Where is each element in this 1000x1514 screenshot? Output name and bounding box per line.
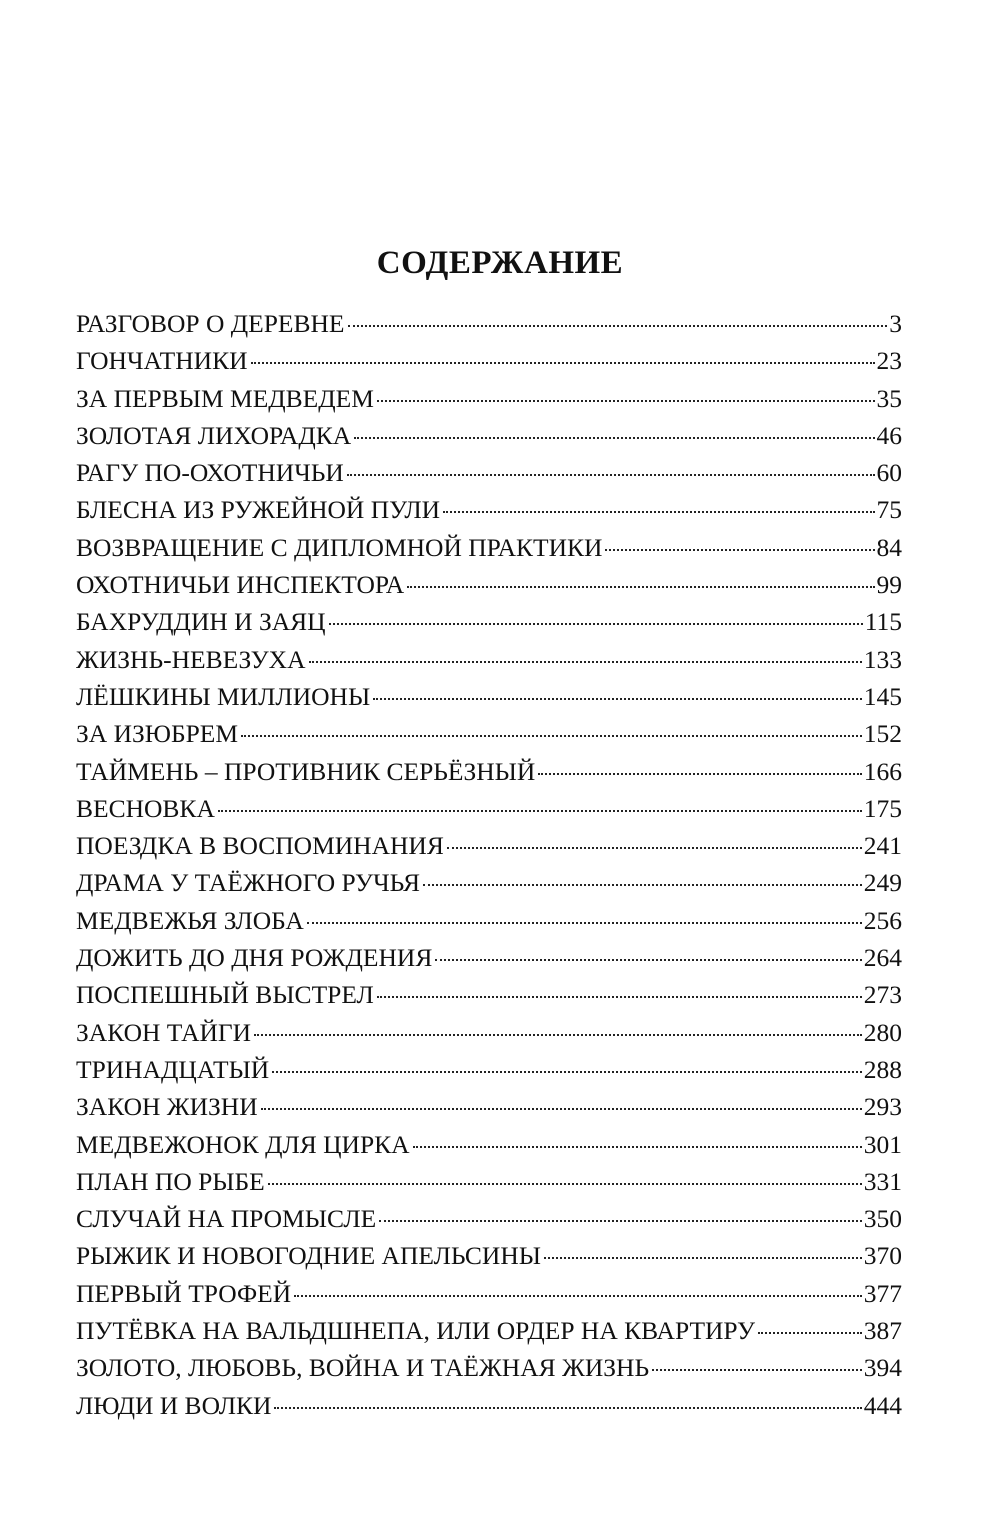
toc-entry-title: ТРИНАДЦАТЫЙ — [76, 1054, 270, 1084]
dot-leader — [544, 1257, 862, 1259]
toc-entry-title: МЕДВЕЖОНОК ДЛЯ ЦИРКА — [76, 1129, 410, 1159]
dot-leader — [413, 1146, 862, 1148]
toc-entry-title: БАХРУДДИН И ЗАЯЦ — [76, 607, 326, 637]
toc-entry-title: ОХОТНИЧЬИ ИНСПЕКТОРА — [76, 570, 405, 600]
toc-entry-page-number: 387 — [863, 1316, 902, 1346]
dot-leader — [443, 511, 874, 513]
dot-leader — [605, 549, 874, 551]
dot-leader — [347, 474, 875, 476]
toc-entry-page-number: 280 — [863, 1017, 902, 1047]
toc-entry — [76, 417, 902, 454]
toc-entry — [76, 1051, 902, 1088]
toc-entry-title: РАГУ ПО-ОХОТНИЧЬИ — [76, 458, 344, 488]
toc-entry-title: ПОСПЕШНЫЙ ВЫСТРЕЛ — [76, 980, 374, 1010]
dot-leader — [272, 1071, 862, 1073]
toc-entry — [76, 1387, 902, 1424]
toc-entry-page-number: 166 — [863, 756, 902, 786]
toc-entry-page-number: 444 — [863, 1390, 902, 1420]
toc-entry-title: РАЗГОВОР О ДЕРЕВНЕ — [76, 309, 345, 338]
toc-entry-title: РЫЖИК И НОВОГОДНИЕ АПЕЛЬСИНЫ — [76, 1241, 541, 1271]
toc-entry-title: ПОЕЗДКА В ВОСПОМИНАНИЯ — [76, 831, 444, 861]
toc-entry — [76, 1312, 902, 1349]
toc-entry-page-number: 3 — [889, 309, 902, 338]
dot-leader — [307, 922, 862, 924]
toc-entry — [76, 491, 902, 528]
toc-entry — [76, 1014, 902, 1051]
toc-entry — [76, 790, 902, 827]
toc-entry-page-number: 115 — [864, 607, 902, 637]
toc-entry-title: ЛЁШКИНЫ МИЛЛИОНЫ — [76, 681, 371, 711]
toc-entry-page-number: 46 — [876, 420, 902, 450]
toc-entry-page-number: 394 — [863, 1353, 902, 1383]
toc-entry-page-number: 84 — [876, 532, 902, 562]
toc-entry-title: ГОНЧАТНИКИ — [76, 346, 248, 376]
toc-entry — [76, 1126, 902, 1163]
toc-entry-page-number: 23 — [876, 346, 902, 376]
toc-entry — [76, 1088, 902, 1125]
dot-leader — [251, 362, 875, 364]
dot-leader — [652, 1369, 862, 1371]
page-title: СОДЕРЖАНИЕ — [376, 245, 624, 282]
toc-entry-page-number: 331 — [863, 1166, 902, 1196]
toc-entry-title: ЗОЛОТАЯ ЛИХОРАДКА — [76, 420, 352, 450]
toc-entry-page-number: 350 — [863, 1204, 902, 1234]
toc-entry-title: ПУТЁВКА НА ВАЛЬДШНЕПА, ИЛИ ОРДЕР НА КВАРТИРУ — [76, 1316, 756, 1346]
toc-entry-page-number: 133 — [863, 644, 902, 674]
dot-leader — [268, 1183, 862, 1185]
toc-entry — [76, 1275, 902, 1312]
toc-entry — [76, 380, 902, 417]
toc-entry-title: ВЕСНОВКА — [76, 793, 215, 823]
toc-entry-page-number: 293 — [863, 1092, 902, 1122]
dot-leader — [254, 1034, 862, 1036]
toc-entry-page-number: 35 — [876, 383, 902, 413]
dot-leader — [294, 1295, 862, 1297]
dot-leader — [435, 959, 861, 961]
toc-entry-page-number: 370 — [863, 1241, 902, 1271]
toc-entry-page-number: 377 — [863, 1278, 902, 1308]
toc-entry-page-number: 241 — [863, 831, 902, 861]
toc-entry-title: ЖИЗНЬ-НЕВЕЗУХА — [76, 644, 306, 674]
toc-entry — [76, 976, 902, 1013]
dot-leader — [423, 884, 862, 886]
toc-entry-title: ЗА ПЕРВЫМ МЕДВЕДЕМ — [76, 383, 374, 413]
toc-entry — [76, 1200, 902, 1237]
toc-entry — [76, 753, 902, 790]
toc-entry-title: ПЛАН ПО РЫБЕ — [76, 1166, 265, 1196]
dot-leader — [377, 996, 862, 998]
toc-entry — [76, 864, 902, 901]
dot-leader — [407, 586, 874, 588]
dot-leader — [274, 1407, 861, 1409]
toc-entry-title: ТАЙМЕНЬ – ПРОТИВНИК СЕРЬЁЗНЫЙ — [76, 756, 536, 786]
toc-entry-title: ВОЗВРАЩЕНИЕ С ДИПЛОМНОЙ ПРАКТИКИ — [76, 532, 603, 562]
toc-entry-title: ПЕРВЫЙ ТРОФЕЙ — [76, 1278, 292, 1308]
toc-entry-title: ДОЖИТЬ ДО ДНЯ РОЖДЕНИЯ — [76, 943, 433, 973]
toc-entry-title: ДРАМА У ТАЁЖНОГО РУЧЬЯ — [76, 868, 420, 898]
toc-entry — [76, 454, 902, 491]
toc-entry — [76, 529, 902, 566]
toc-entry-page-number: 264 — [863, 943, 902, 973]
toc-entry — [76, 902, 902, 939]
toc-entry-title: ЗОЛОТО, ЛЮБОВЬ, ВОЙНА И ТАЁЖНАЯ ЖИЗНЬ — [76, 1353, 650, 1383]
toc-entry — [76, 827, 902, 864]
dot-leader — [329, 623, 863, 625]
dot-leader — [309, 661, 862, 663]
dot-leader — [758, 1332, 862, 1334]
toc-entry — [76, 305, 902, 342]
dot-leader — [241, 735, 862, 737]
dot-leader — [373, 698, 862, 700]
toc-entry-title: ЗА ИЗЮБРЕМ — [76, 719, 239, 749]
toc-entry — [76, 603, 902, 640]
toc-entry-page-number: 249 — [863, 868, 902, 898]
dot-leader — [218, 810, 862, 812]
toc-entry — [76, 1237, 902, 1274]
toc-entry-page-number: 256 — [863, 905, 902, 935]
toc-entry — [76, 678, 902, 715]
toc-entry-page-number: 175 — [863, 793, 902, 823]
toc-entry-title: БЛЕСНА ИЗ РУЖЕЙНОЙ ПУЛИ — [76, 495, 441, 525]
toc-entry — [76, 1163, 902, 1200]
toc-entry-title: МЕДВЕЖЬЯ ЗЛОБА — [76, 905, 304, 935]
toc-entry-page-number: 273 — [863, 980, 902, 1010]
toc-entry-title: ЗАКОН ТАЙГИ — [76, 1017, 252, 1047]
toc-entry-page-number: 99 — [876, 570, 902, 600]
dot-leader — [348, 325, 888, 327]
dot-leader — [377, 400, 875, 402]
toc-entry — [76, 566, 902, 603]
dot-leader — [379, 1220, 862, 1222]
toc-entry — [76, 939, 902, 976]
dot-leader — [354, 437, 874, 439]
toc-entry-page-number: 60 — [876, 458, 902, 488]
toc-entry-page-number: 152 — [863, 719, 902, 749]
toc-entry-title: СЛУЧАЙ НА ПРОМЫСЛЕ — [76, 1204, 377, 1234]
toc-entry-page-number: 145 — [863, 681, 902, 711]
toc-entry — [76, 1349, 902, 1386]
table-of-contents — [76, 305, 902, 1424]
dot-leader — [447, 847, 862, 849]
dot-leader — [261, 1108, 862, 1110]
dot-leader — [538, 773, 861, 775]
toc-entry-title: ЗАКОН ЖИЗНИ — [76, 1092, 258, 1122]
toc-entry-title: ЛЮДИ И ВОЛКИ — [76, 1390, 272, 1420]
toc-entry-page-number: 75 — [876, 495, 902, 525]
toc-entry-page-number: 288 — [863, 1054, 902, 1084]
toc-entry — [76, 342, 902, 379]
toc-entry-page-number: 301 — [863, 1129, 902, 1159]
toc-entry — [76, 715, 902, 752]
toc-entry — [76, 641, 902, 678]
